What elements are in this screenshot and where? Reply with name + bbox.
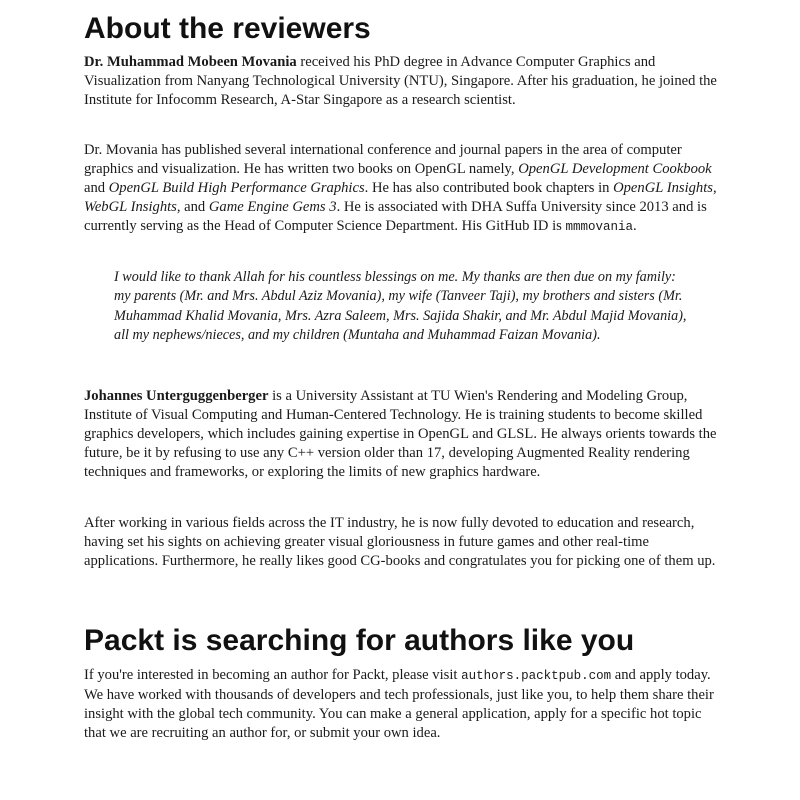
book-title-webgl-insights: WebGL Insights [84,199,177,215]
separator-text: , [712,180,717,196]
reviewer1-intro-text: received his PhD degree in Advance Computer Graphics and Visualization from Nanyang Technological University (NTU), Singapore. After his graduation, he joined the Institute for Infocomm Research, A-Star Singapore as a research scientist. [84,54,717,108]
github-id: mmmovania [565,220,633,234]
about-reviewers-heading: About the reviewers [84,12,371,45]
sentence-end: . [632,218,637,234]
reviewer1-p2-text-c: . He is associated with DHA Suffa University since 2013 and is currently serving as the Head of Computer Science Department. His GitHub ID is [84,199,707,234]
reviewer1-paragraph2 [84,141,724,237]
reviewer2-paragraph1 [84,387,724,482]
book-title-opengl-development-cookbook: OpenGL Development Cookbook [518,161,712,177]
packt-authors-link[interactable]: authors.packtpub.com [461,669,612,683]
packt-authors-paragraph [84,666,724,743]
packt-text-a: If you're interested in becoming an author for Packt, please visit [84,667,462,683]
reviewer2-paragraph2: After working in various fields across the IT industry, he is now fully devoted to education and research, having set his sights on achieving greater visual gloriousness in future games and other real-time applications. Furthermore, he really likes good CG-books and congratulates you for picking one of them up. [84,515,716,569]
reviewer2-name: Johannes Unterguggenberger [84,388,269,404]
reviewer1-acknowledgement-quote: I would like to thank Allah for his countless blessings on me. My thanks are then due on my family: my parents (Mr. and Mrs. Abdul Aziz Movania), my wife (Tanveer Taji), my brothers and sisters (Mr. Muhammad Khalid Movania, Mrs. Azra Saleem, Mrs. Sajida Shakir, and Mr. Abdul Majid Movania), all my nephews/nieces, and my children (Muntaha and Muhammad Faizan Movania). [114,269,687,344]
reviewer2-intro-text: is a University Assistant at TU Wien's Rendering and Modeling Group, Institute of Visual Computing and Human-Centered Technology. He is training students to become skilled graphics developers, which includes gaining expertise in OpenGL and GLSL. He always orients towards the future, be it by refusing to use any C++ version older than 17, developing Augmented Reality rendering techniques and frameworks, or exploring the limits of new graphics hardware. [84,388,717,480]
book-title-opengl-insights: OpenGL Insights [613,180,713,196]
book-title-opengl-build-high-performance-graphics: OpenGL Build High Performance Graphics [108,180,365,196]
reviewer1-name: Dr. Muhammad Mobeen Movania [84,54,297,70]
reviewer1-p2-text-a: Dr. Movania has published several international conference and journal papers in the area of computer graphics and visualization. He has written two books on OpenGL namely, [84,142,682,177]
reviewer1-p2-text-b: . He has also contributed book chapters in [364,180,614,196]
book-title-game-engine-gems-3: Game Engine Gems 3 [208,199,337,215]
reviewer1-paragraph1 [84,53,724,110]
conjunction-text: and [84,180,109,196]
packt-authors-heading: Packt is searching for authors like you [84,624,635,657]
packt-text-b: and apply today. We have worked with thousands of developers and tech professionals, just like you, to help them share their insight with the global tech community. You can make a general application, apply for a specific hot topic that we are recruiting an author for, or submit your own idea. [84,667,714,741]
conjunction-text: , and [176,199,209,215]
